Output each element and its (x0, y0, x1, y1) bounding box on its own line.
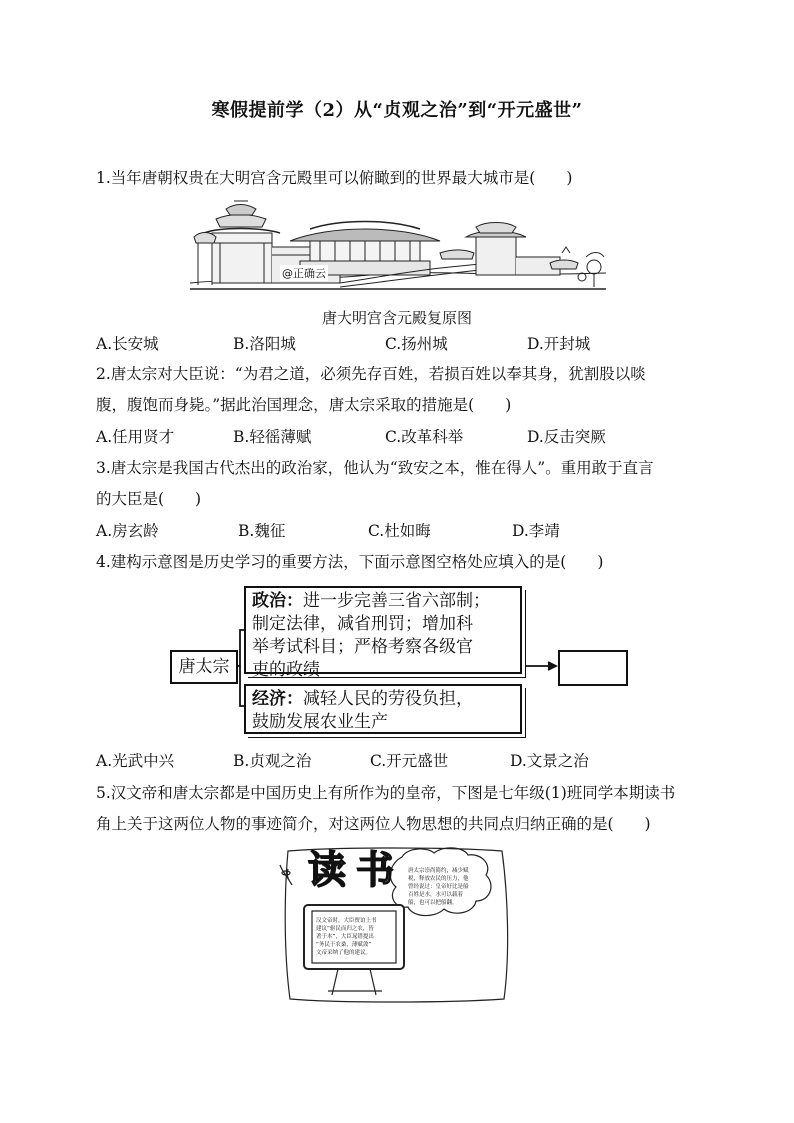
politics-line-2: 制定法律，减省刑罚；增加科 (252, 614, 473, 634)
cloud-line-4: 百姓是水，水可以载着 (408, 892, 464, 898)
q4-option-c[interactable]: C.开元盛世 (370, 752, 449, 770)
economy-line-1: 减轻人民的劳役负担， (303, 689, 473, 709)
figure-caption: 唐大明宫含元殿复原图 (321, 309, 472, 327)
reading-heading: 读书 (308, 848, 405, 892)
politics-line-3: 举考试科目；严格考察各级官 (252, 637, 473, 657)
board-line-2: 建议“驱民而归之农，皆 (316, 926, 374, 932)
q4-option-a[interactable]: A.光武中兴 (96, 752, 175, 770)
diagram-economy-box (244, 684, 522, 734)
board-line-3: 著于本”，大臣晁错提出 (316, 934, 374, 940)
question-4-stem: 4.建构示意图是历史学习的重要方法，下面示意图空格处应填入的是( ) (96, 553, 604, 571)
question-3-stem-line2: 的大臣是( ) (96, 490, 202, 508)
palace-illustration (190, 197, 606, 295)
q2-option-b[interactable]: B.轻徭薄赋 (233, 428, 312, 446)
diagram-root-label: 唐太宗 (178, 657, 230, 677)
diagram-answer-blank[interactable] (558, 650, 628, 686)
economy-line-2: 鼓励发展农业生产 (252, 712, 388, 732)
diagram-root-box (170, 650, 238, 684)
cloud-line-2: 税，释放农民的压力，他 (408, 876, 469, 882)
politics-line-1: 进一步完善三省六部制； (303, 591, 490, 611)
board-line-5: 文帝采纳了他的建议。 (316, 950, 372, 956)
question-2-stem-line2: 腹，腹饱而身毙。”据此治国理念，唐太宗采取的措施是( ) (96, 396, 512, 414)
q2-option-d[interactable]: D.反击突厥 (527, 428, 606, 446)
q1-option-a[interactable]: A.长安城 (96, 335, 159, 353)
question-3-stem-line1: 3.唐太宗是我国古代杰出的政治家，他认为“致安之本，惟在得人”。重用敢于直言 (96, 459, 654, 477)
economy-heading: 经济： (252, 689, 303, 709)
cloud-line-3: 曾经说过：皇帝好比是船 (408, 884, 469, 890)
board-line-1: 汉文帝时，大臣贾谊上书 (316, 918, 377, 924)
structure-diagram (170, 584, 630, 744)
q1-option-c[interactable]: C.扬州城 (385, 335, 448, 353)
q3-option-d[interactable]: D.李靖 (512, 522, 560, 540)
question-5-stem-line2: 角上关于这两位人物的事迹简介，对这两位人物思想的共同点归纳正确的是( ) (96, 815, 651, 833)
q1-option-b[interactable]: B.洛阳城 (233, 335, 296, 353)
question-1-stem: 1.当年唐朝权贵在大明宫含元殿里可以俯瞰到的世界最大城市是( ) (96, 169, 573, 187)
q2-option-c[interactable]: C.改革科举 (385, 428, 464, 446)
q3-option-a[interactable]: A.房玄龄 (96, 522, 159, 540)
q4-option-b[interactable]: B.贞观之治 (233, 752, 312, 770)
board-line-4: “务民于农桑，薄赋敛” (316, 942, 372, 948)
cloud-text (408, 867, 486, 907)
cloud-line-1: 唐太宗崇尚简约，减少赋 (408, 868, 469, 874)
reading-corner-illustration (278, 845, 512, 1005)
cloud-line-5: 船，也可以把船翻。 (408, 900, 458, 906)
image-watermark: @正确云 (282, 267, 326, 280)
page-title: 寒假提前学（2）从“贞观之治”到“开元盛世” (211, 100, 583, 121)
q3-option-b[interactable]: B.魏征 (238, 522, 286, 540)
q4-option-d[interactable]: D.文景之治 (510, 752, 589, 770)
diagram-politics-box (244, 586, 522, 680)
board-text (316, 917, 394, 957)
question-5-stem-line1: 5.汉文帝和唐太宗都是中国历史上有所作为的皇帝，下图是七年级(1)班同学本期读书 (96, 784, 676, 802)
question-2-stem-line1: 2.唐太宗对大臣说：“为君之道，必须先存百姓，若损百姓以奉其身，犹割股以啖 (96, 365, 646, 383)
politics-line-4: 吏的政绩 (252, 660, 320, 680)
q3-option-c[interactable]: C.杜如晦 (368, 522, 431, 540)
q2-option-a[interactable]: A.任用贤才 (96, 428, 175, 446)
q1-option-d[interactable]: D.开封城 (527, 335, 591, 353)
politics-heading: 政治： (252, 591, 303, 611)
